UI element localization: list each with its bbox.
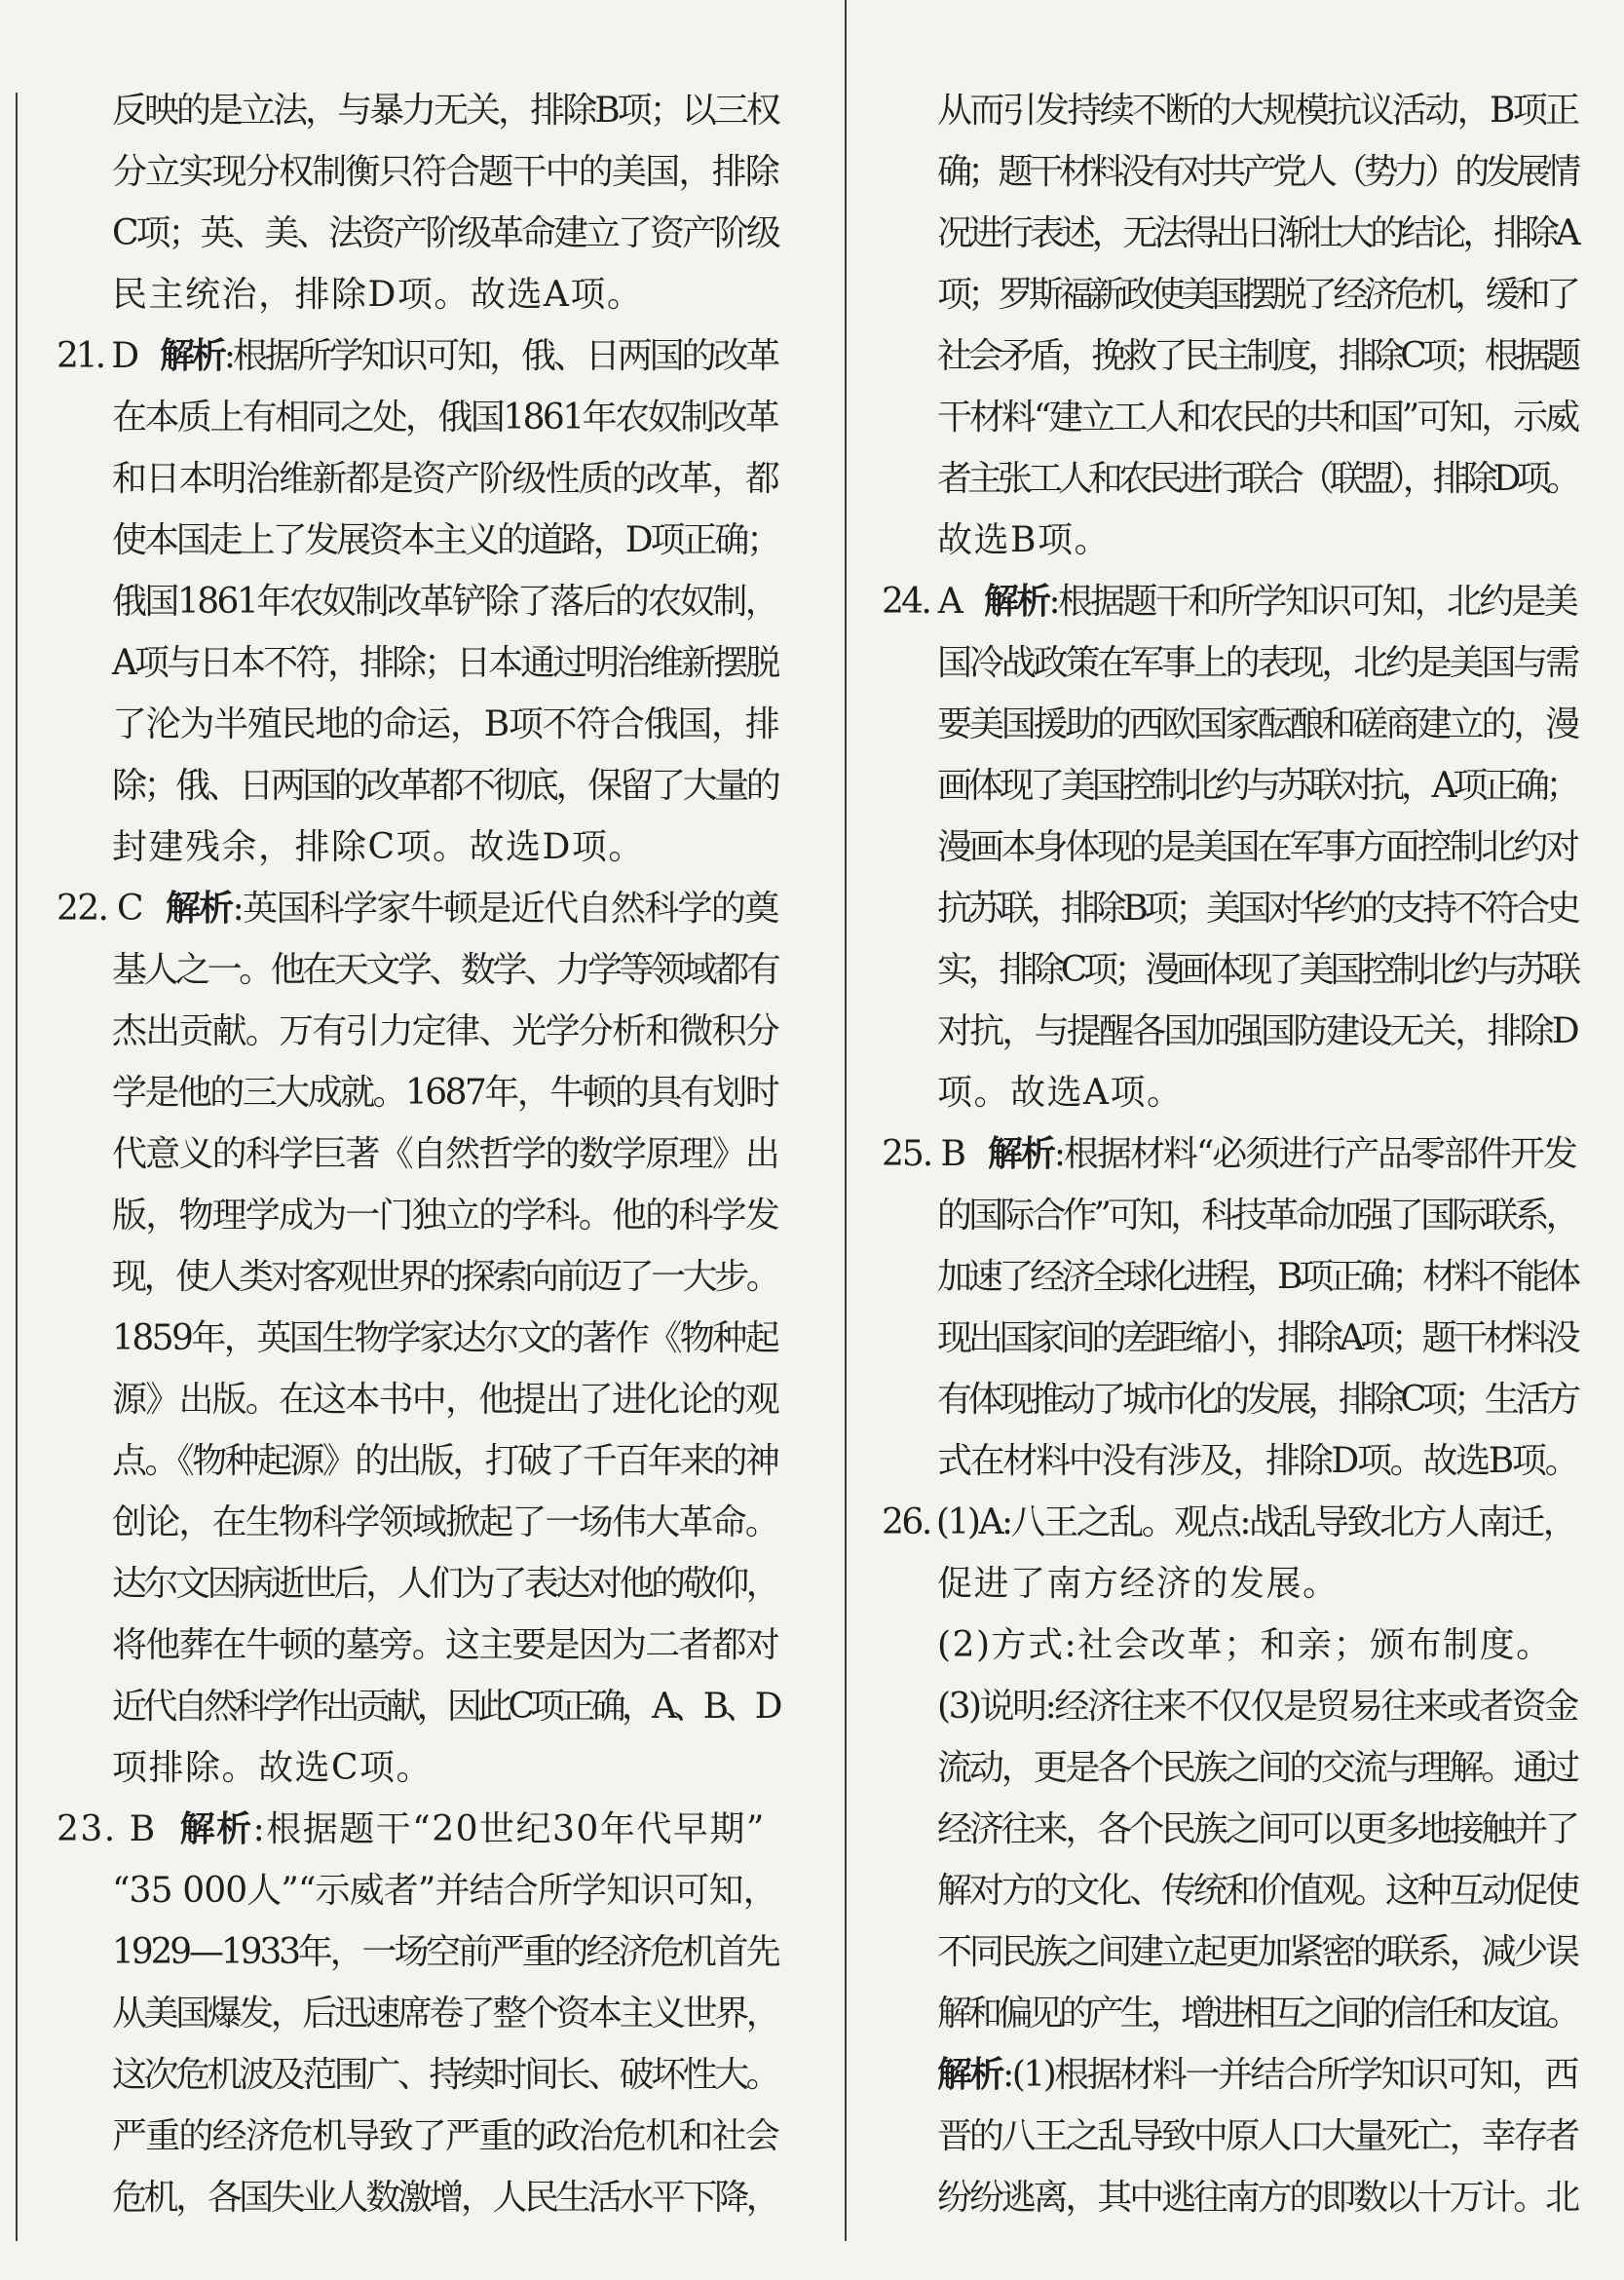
text-line: 杰出贡献。万有引力定律、光学分析和微积分	[112, 1011, 779, 1051]
text-line: 国冷战政策在军事上的表现，北约是美国与需	[937, 643, 1578, 683]
question-number: 26.	[882, 1502, 930, 1542]
text-line: 1929—1933年，一场空前严重的经济危机首先	[112, 1932, 778, 1972]
text-line: 源》出版。在这本书中，他提出了进化论的观	[112, 1380, 779, 1420]
text-line: 反映的是立法，与暴力无关，排除B项；以三权	[112, 91, 778, 131]
analysis-label: 解析	[165, 888, 233, 929]
text-line: 纷纷逃离，其中逃往南方的即数以十万计。北	[937, 2178, 1578, 2218]
text-line: 画体现了美国控制北约与苏联对抗，A项正确；	[937, 766, 1577, 806]
question-number: 22. C	[57, 889, 142, 929]
text-line: 解和偏见的产生，增进相互之间的信任和友谊。	[937, 1994, 1577, 2033]
text-line: 经济往来，各个民族之间可以更多地接触并了	[937, 1809, 1578, 1849]
left-margin-rule	[16, 93, 18, 2241]
text-line: 基人之一。他在天文学、数学、力学等领域都有	[112, 950, 778, 990]
text-line: 者主张工人和农民进行联合（联盟），排除D项。	[937, 459, 1577, 499]
text-line: 干材料“建立工人和农民的共和国”可知，示威	[937, 398, 1578, 437]
answer-heading-line	[882, 1492, 1581, 1553]
text-line: 分立实现分权制衡只符合题干中的美国，排除	[112, 152, 779, 192]
line-text: :根据材料“必须进行产品零部件开发	[1053, 1134, 1576, 1174]
text-line: (3)说明:经济往来不仅仅是贸易往来或者资金	[937, 1687, 1577, 1727]
analysis-label: 解析	[179, 1808, 253, 1849]
text-line: “35 000人”“示威者”并结合所学知识可知，	[112, 1871, 777, 1911]
text-line: 确；题干材料没有对共产党人（势力）的发展情	[937, 152, 1577, 192]
text-line: 抗苏联，排除B项；美国对华约的支持不符合史	[937, 889, 1577, 929]
text-line: 版，物理学成为一门独立的学科。他的科学发	[112, 1196, 779, 1235]
line-text: :英国科学家牛顿是近代自然科学的奠	[232, 889, 778, 929]
analysis-label: 解析	[987, 1133, 1054, 1174]
answer-heading-line	[57, 1799, 782, 1860]
text-line: 式在材料中没有涉及，排除D项。故选B项。	[937, 1441, 1578, 1481]
text-line: A项与日本不符，排除；日本通过明治维新摆脱	[112, 643, 778, 683]
analysis-line	[882, 2044, 1581, 2106]
text-line: 除；俄、日两国的改革都不彻底，保留了大量的	[112, 766, 778, 806]
text-line: 从而引发持续不断的大规模抗议活动，B项正	[937, 91, 1578, 131]
text-line: 的国际合作”可知，科技革命加强了国际联系，	[937, 1196, 1577, 1235]
question-number: 25. B	[882, 1134, 964, 1174]
text-line: 从美国爆发，后迅速席卷了整个资本主义世界，	[112, 1994, 778, 2033]
text-line: 使本国走上了发展资本主义的道路，D项正确；	[112, 520, 779, 560]
text-line: 现出国家间的差距缩小，排除A项；题干材料没	[937, 1318, 1577, 1358]
answer-heading-line	[57, 325, 782, 387]
text-line: 况进行表述，无法得出日渐壮大的结论，排除A	[937, 213, 1577, 253]
question-number: 23. B	[57, 1809, 157, 1849]
text-line: C项；英、美、法资产阶级革命建立了资产阶级	[112, 213, 778, 253]
analysis-label: 解析	[984, 581, 1049, 622]
line-text: :(1)根据材料一并结合所学知识可知，西	[1002, 2055, 1577, 2095]
text-line: 要美国援助的西欧国家酝酿和磋商建立的，漫	[937, 704, 1578, 744]
answer-heading-line	[882, 1123, 1581, 1185]
text-line: (2)方式:社会改革；和亲；颁布制度。	[937, 1625, 1553, 1665]
text-line: 现，使人类对客观世界的探索向前迈了一大步。	[112, 1257, 778, 1297]
line-text: :根据题干和所学知识可知，北约是美	[1048, 582, 1577, 622]
text-line: 创论，在生物科学领域掀起了一场伟大革命。	[112, 1502, 779, 1542]
text-line: 解对方的文化、传统和价值观。这种互动促使	[937, 1871, 1578, 1911]
right-column	[882, 80, 1581, 2228]
line-text: (1)A:八王之乱。观点:战乱导致北方人南迁，	[935, 1502, 1576, 1542]
line-text: :根据所学知识可知，俄、日两国的改革	[223, 336, 778, 376]
text-line: 1859年，英国生物学家达尔文的著作《物种起	[112, 1318, 778, 1358]
text-line: 流动，更是各个民族之间的交流与理解。通过	[937, 1748, 1578, 1788]
text-line: 漫画本身体现的是美国在军事方面控制北约对	[937, 827, 1578, 867]
text-line: 在本质上有相同之处，俄国1861年农奴制改革	[112, 398, 778, 437]
text-line: 了沦为半殖民地的命运，B项不符合俄国，排	[112, 704, 779, 744]
text-line: 项。故选A项。	[937, 1073, 1184, 1113]
text-line: 学是他的三大成就。1687年，牛顿的具有划时	[112, 1073, 778, 1113]
text-line: 严重的经济危机导致了严重的政治危机和社会	[112, 2116, 779, 2156]
answer-heading-line	[882, 571, 1581, 632]
answer-heading-line	[57, 878, 782, 939]
text-line: 社会矛盾，挽救了民主制度，排除C项；根据题	[937, 336, 1577, 376]
text-line: 点。《物种起源》的出版，打破了千百年来的神	[112, 1441, 778, 1481]
text-line: 促进了南方经济的发展。	[937, 1564, 1340, 1604]
text-line: 加速了经济全球化进程，B项正确；材料不能体	[937, 1257, 1577, 1297]
text-line: 危机，各国失业人数激增，人民生活水平下降，	[112, 2178, 778, 2218]
text-line: 实，排除C项；漫画体现了美国控制北约与苏联	[937, 950, 1577, 990]
text-line: 俄国1861年农奴制改革铲除了落后的农奴制，	[112, 582, 778, 622]
text-line: 封建残余，排除C项。故选D项。	[112, 827, 645, 867]
text-line: 不同民族之间建立起更加紧密的联系，减少误	[937, 1932, 1578, 1972]
text-line: 项；罗斯福新政使美国摆脱了经济危机，缓和了	[937, 275, 1577, 315]
text-line: 将他葬在牛顿的墓旁。这主要是因为二者都对	[112, 1625, 779, 1665]
column-divider-rule	[845, 0, 847, 2241]
text-line: 达尔文因病逝世后，人们为了表达对他的敬仰，	[112, 1564, 778, 1604]
text-line: 代意义的科学巨著《自然哲学的数学原理》出	[112, 1134, 779, 1174]
question-number: 24. A	[882, 582, 961, 622]
left-column	[57, 80, 782, 2228]
text-line: 晋的八王之乱导致中原人口大量死亡，幸存者	[937, 2116, 1578, 2156]
line-text: :根据题干“20世纪30年代早期”	[252, 1809, 766, 1849]
question-number: 21. D	[57, 336, 137, 376]
text-line: 故选B项。	[937, 520, 1111, 560]
text-line: 和日本明治维新都是资产阶级性质的改革，都	[112, 459, 779, 499]
text-line: 近代自然科学作出贡献，因此C项正确，A、B、D	[112, 1687, 778, 1727]
text-line: 项排除。故选C项。	[112, 1748, 434, 1788]
text-line: 对抗，与提醒各国加强国防建设无关，排除D	[937, 1011, 1577, 1051]
text-line: 民主统治，排除D项。故选A项。	[112, 275, 644, 315]
text-line: 有体现推动了城市化的发展，排除C项；生活方	[937, 1380, 1577, 1420]
text-line: 这次危机波及范围广、持续时间长、破坏性大。	[112, 2055, 778, 2095]
analysis-label: 解析	[160, 335, 224, 376]
analysis-label: 解析	[937, 2054, 1003, 2095]
